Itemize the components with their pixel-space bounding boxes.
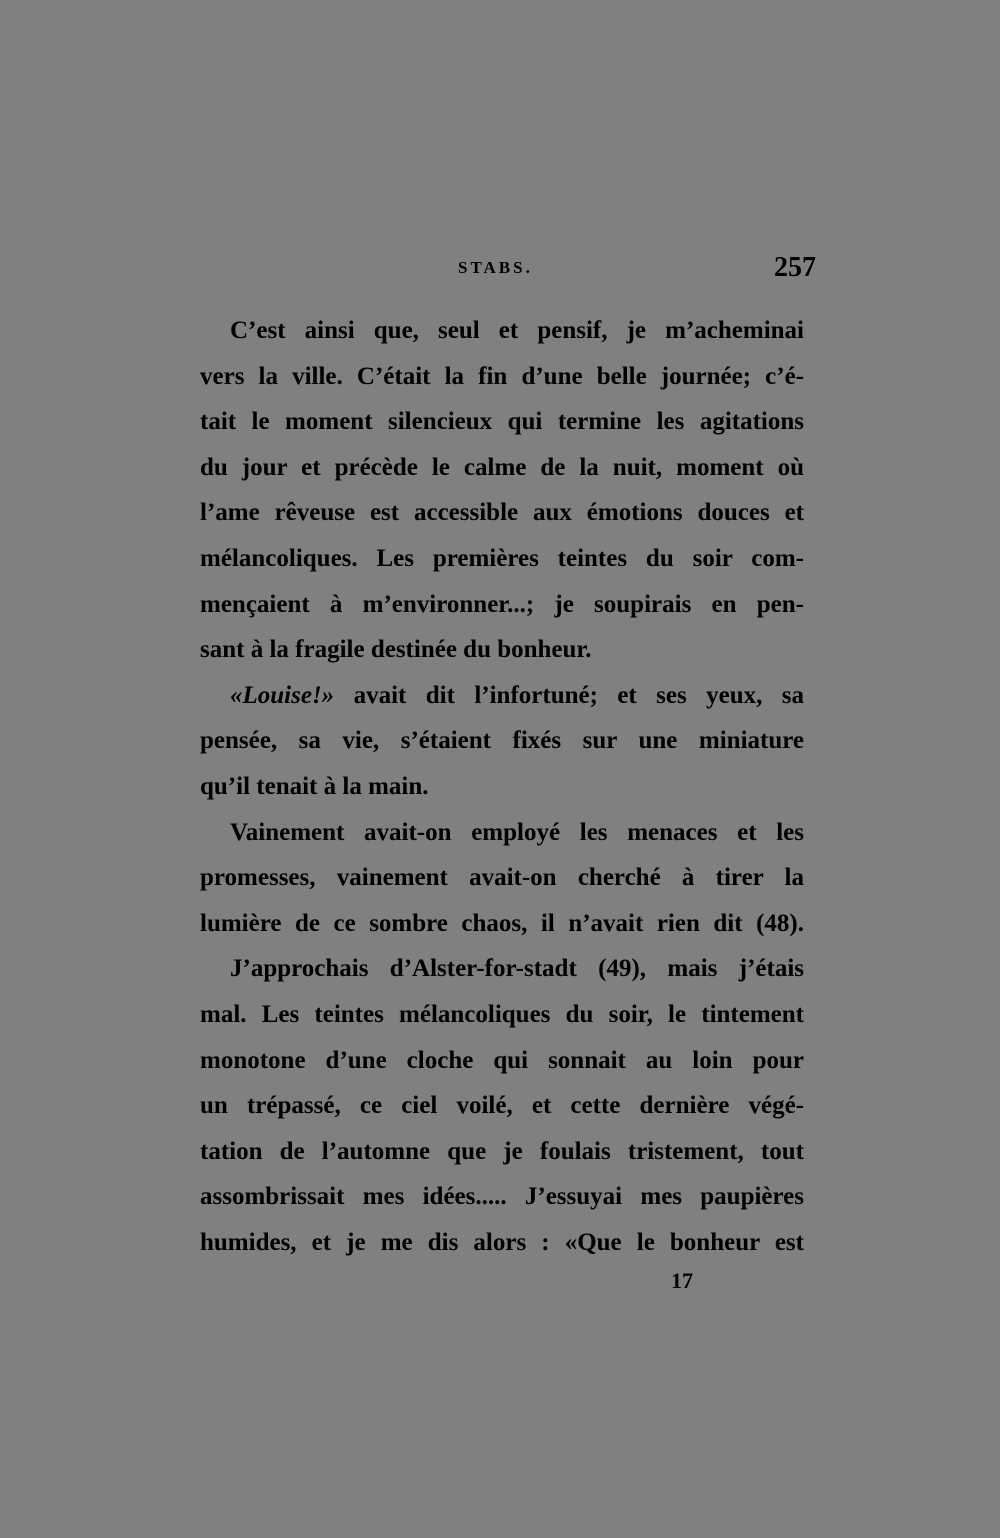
text-line: tait le moment silencieux qui termine les agitations bbox=[200, 408, 804, 436]
text-line: promesses, vainement avait-on cherché à tirer la bbox=[200, 864, 804, 892]
text-line: «Louise!» avait dit l’infortuné; et ses yeux, sa bbox=[230, 681, 804, 709]
text-line: tation de l’automne que je foulais tristement, tout bbox=[200, 1137, 804, 1165]
body-text bbox=[200, 308, 804, 1265]
text-line: pensée, sa vie, s’étaient fixés sur une miniature bbox=[200, 727, 804, 755]
text-line: l’ame rêveuse est accessible aux émotions douces et bbox=[200, 499, 804, 527]
running-head: STABS. bbox=[458, 258, 533, 277]
text-line: un trépassé, ce ciel voilé, et cette dernière végé- bbox=[200, 1092, 804, 1120]
text-line: mal. Les teintes mélancoliques du soir, le tintement bbox=[200, 1000, 804, 1028]
text-line: mençaient à m’environner...; je soupirais en pen- bbox=[200, 590, 804, 618]
signature-mark: 17 bbox=[671, 1268, 693, 1293]
text-line: assombrissait mes idées..... J’essuyai mes paupières bbox=[200, 1183, 804, 1211]
text-line: lumière de ce sombre chaos, il n’avait rien dit (48). bbox=[200, 909, 804, 937]
page-number: 257 bbox=[774, 252, 816, 283]
text-line: Vainement avait-on employé les menaces et les bbox=[230, 818, 804, 846]
text-line: du jour et précède le calme de la nuit, moment où bbox=[200, 453, 804, 481]
page-header bbox=[200, 252, 816, 282]
italic-quote: «Louise!» bbox=[230, 681, 335, 709]
text-line: J’approchais d’Alster-for-stadt (49), mais j’étais bbox=[230, 955, 804, 983]
text-line: qu’il tenait à la main. bbox=[200, 772, 429, 800]
text-line: humides, et je me dis alors : «Que le bonheur est bbox=[200, 1228, 804, 1256]
text-line: monotone d’une cloche qui sonnait au loin pour bbox=[200, 1046, 804, 1074]
text-line: mélancoliques. Les premières teintes du soir com- bbox=[200, 544, 804, 572]
text-line: vers la ville. C’était la fin d’une belle journée; c’é- bbox=[200, 362, 804, 390]
text-line: C’est ainsi que, seul et pensif, je m’acheminai bbox=[230, 317, 804, 344]
text-line: sant à la fragile destinée du bonheur. bbox=[200, 636, 592, 664]
